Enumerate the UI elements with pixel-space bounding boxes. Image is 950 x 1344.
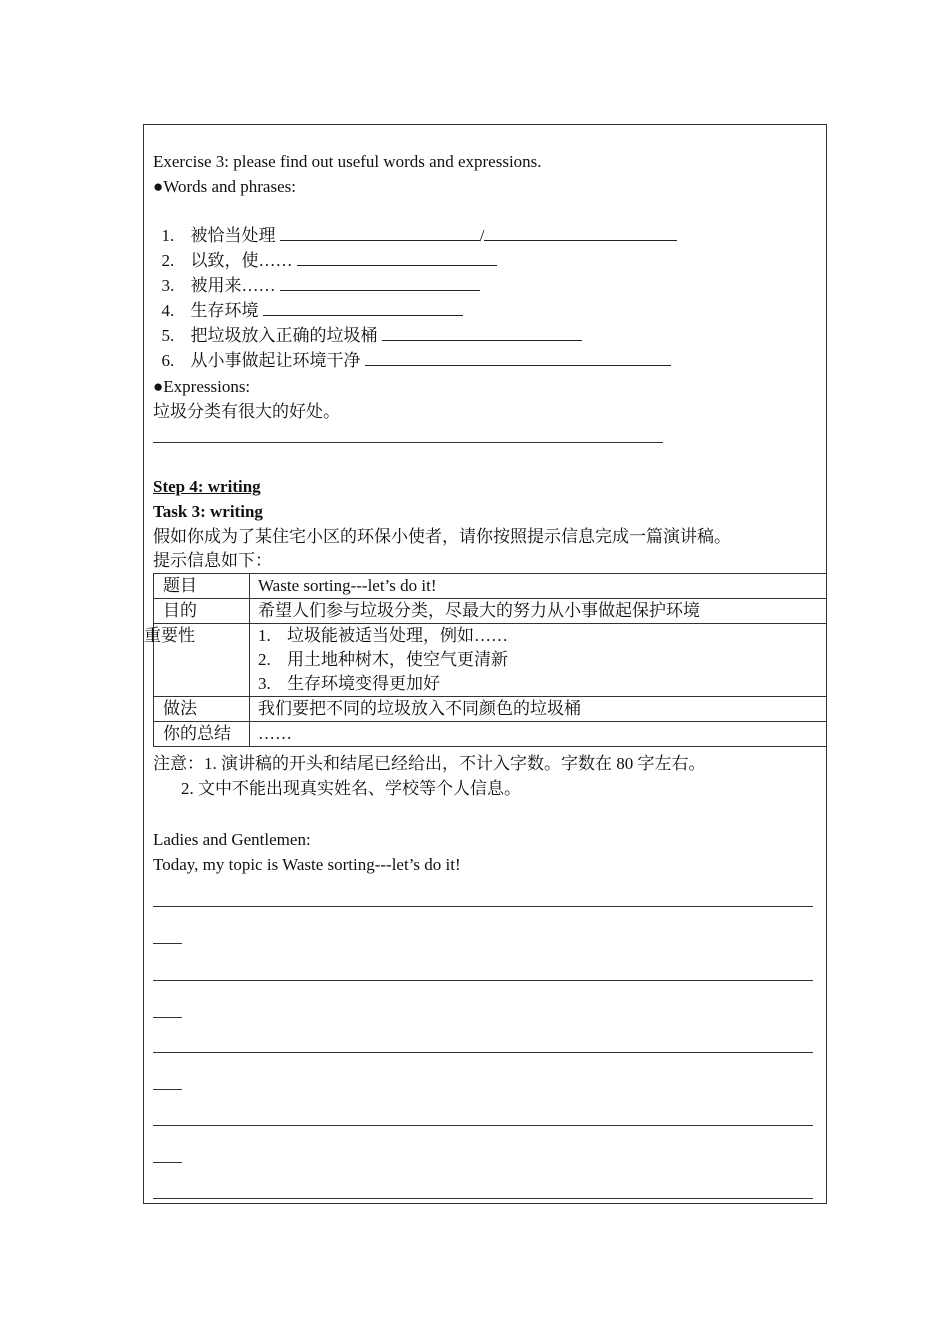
item-text: 生存环境: [190, 301, 259, 320]
list-item: [153, 325, 671, 373]
table-row: [154, 722, 827, 747]
item-number: 6.: [161, 351, 175, 370]
writing-line-tail: [153, 1162, 182, 1163]
task-instruction: 假如你成为了某住宅小区的环保小使者，请你按照提示信息完成一篇演讲稿。: [153, 527, 731, 546]
table-row: [154, 574, 827, 599]
item-text: 垃圾能被适当处理，例如……: [287, 626, 508, 645]
row-label: 题目: [154, 574, 250, 599]
step-title: Step 4: writing: [153, 477, 261, 496]
item-text: 生存环境变得更加好: [287, 674, 440, 693]
row-label: 做法: [154, 697, 250, 722]
answer-blank[interactable]: [365, 350, 671, 366]
row-label: 目的: [154, 599, 250, 624]
row-content: Waste sorting---let’s do it!: [250, 574, 827, 599]
item-text: 被用来……: [190, 276, 276, 295]
item-text: 以致，使……: [190, 251, 293, 270]
expressions-heading: ●Expressions:: [153, 377, 251, 396]
writing-line[interactable]: [153, 1198, 813, 1199]
note-1: 注意：1. 演讲稿的开头和结尾已经给出，不计入字数。字数在 80 字左右。: [153, 754, 706, 773]
answer-blank[interactable]: [484, 225, 677, 241]
item-number: 1.: [161, 226, 175, 245]
item-text: 从小事做起让环境干净: [190, 351, 361, 370]
item-number: 2.: [161, 251, 175, 270]
row-content: 我们要把不同的垃圾放入不同颜色的垃圾桶: [250, 697, 827, 722]
table-row: [154, 697, 827, 722]
note-2: 2. 文中不能出现真实姓名、学校等个人信息。: [181, 779, 521, 798]
item-number: 5.: [161, 326, 175, 345]
writing-line-tail: [153, 943, 182, 944]
writing-line[interactable]: [153, 1052, 813, 1053]
row-content: ……: [250, 722, 827, 747]
writing-line-tail: [153, 1089, 182, 1090]
item-number: 4.: [161, 301, 175, 320]
row-content: [250, 624, 827, 697]
hint-intro: 提示信息如下：: [153, 551, 272, 570]
table-row: [154, 599, 827, 624]
item-number: 2.: [258, 650, 271, 669]
words-heading: ●Words and phrases:: [153, 177, 296, 196]
expression-sentence: 垃圾分类有很大的好处。: [153, 402, 340, 421]
row-label: [144, 624, 250, 697]
opening-sentence: Today, my topic is Waste sorting---let’s do it!: [153, 855, 461, 874]
row-content: 希望人们参与垃圾分类，尽最大的努力从小事做起保护环境: [250, 599, 827, 624]
item-text: 把垃圾放入正确的垃圾桶: [190, 326, 378, 345]
writing-line[interactable]: [153, 906, 813, 907]
item-text: 被恰当处理: [190, 226, 276, 245]
writing-line-tail: [153, 1017, 182, 1018]
item-number: 1.: [258, 626, 271, 645]
list-item: [258, 648, 818, 672]
answer-line[interactable]: [153, 442, 663, 443]
hint-table: [144, 573, 827, 747]
exercise-title: Exercise 3: please find out useful words and expressions.: [153, 152, 542, 171]
item-number: 3.: [161, 276, 175, 295]
greeting: Ladies and Gentlemen:: [153, 830, 311, 849]
blank-separator: /: [479, 226, 485, 245]
task-title: Task 3: writing: [153, 502, 263, 521]
row-label: 你的总结: [154, 722, 250, 747]
item-number: 3.: [258, 674, 271, 693]
importance-label: 重要性: [144, 626, 195, 645]
table-row: [154, 624, 827, 697]
writing-line[interactable]: [153, 980, 813, 981]
writing-line[interactable]: [153, 1125, 813, 1126]
item-text: 用土地种树木，使空气更清新: [287, 650, 508, 669]
list-item: [258, 672, 818, 696]
list-item: [258, 624, 818, 648]
